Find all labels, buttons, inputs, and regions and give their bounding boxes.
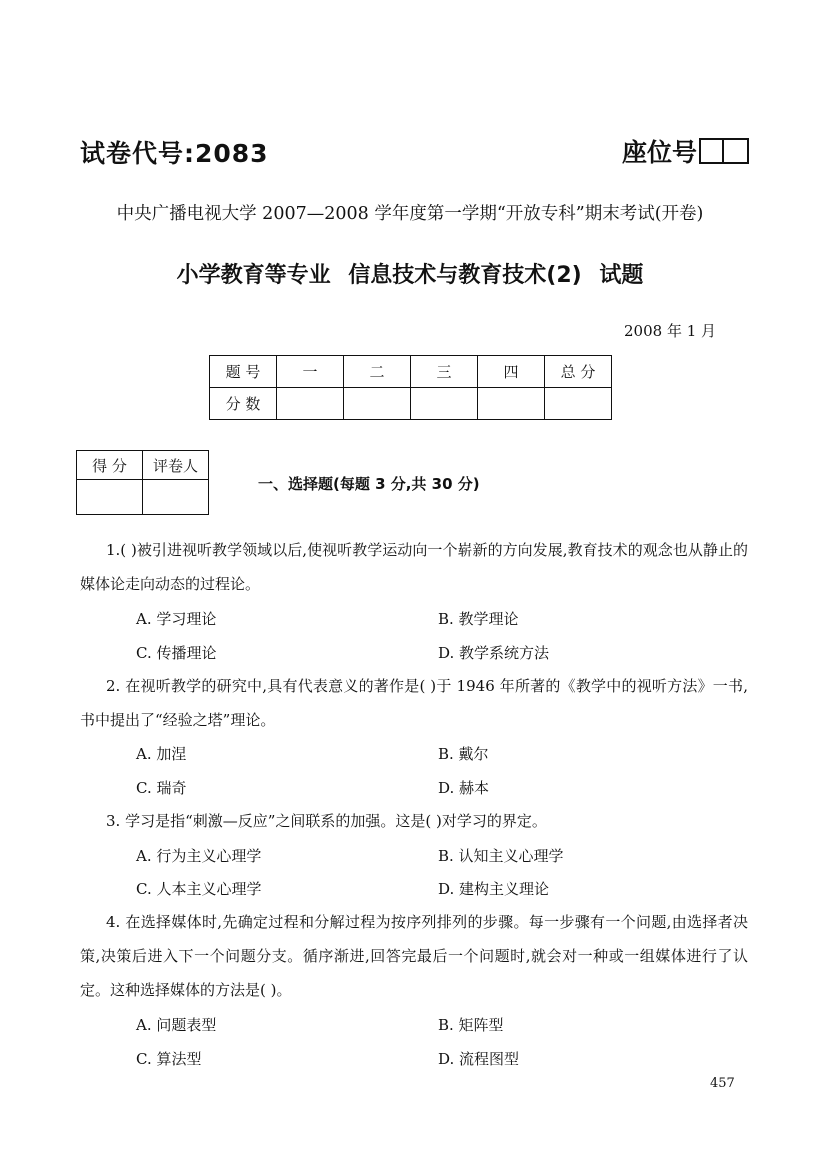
question-option: D. 教学系统方法	[438, 644, 550, 662]
score-table-cell: 分 数	[210, 388, 277, 420]
score-table-cell: 总 分	[545, 356, 612, 388]
question-option: B. 戴尔	[438, 745, 489, 763]
question-option: A. 问题表型	[136, 1016, 217, 1034]
question-option: C. 传播理论	[136, 644, 217, 662]
question-option: D. 建构主义理论	[438, 880, 550, 898]
question-option: D. 赫本	[438, 779, 490, 797]
score-cell	[478, 388, 545, 420]
score-table-cell: 三	[411, 356, 478, 388]
score-table-cell: 四	[478, 356, 545, 388]
question-option: A. 加涅	[136, 745, 187, 763]
question-text: 1.( )被引进视听教学领域以后,使视听教学运动向一个崭新的方向发展,教育技术的观念也从静止的媒体论走向动态的过程论。	[80, 541, 748, 593]
score-table-score-row	[210, 388, 612, 420]
seat-boxes	[699, 138, 749, 164]
question-text: 4. 在选择媒体时,先确定过程和分解过程为按序列排列的步骤。每一步骤有一个问题,由选择者决策,决策后进入下一个问题分支。循序渐进,回答完最后一个问题时,就会对一种或一组媒体进行了认定。这种选择媒体的方法是( )。	[80, 913, 748, 999]
grader-table-cell: 得 分	[77, 451, 143, 480]
score-table	[209, 355, 612, 420]
page-number: 457	[710, 1076, 735, 1091]
grader-table-header-row	[77, 451, 209, 480]
question-option: B. 认知主义心理学	[438, 847, 564, 865]
exam-title: 中央广播电视大学 2007—2008 学年度第一学期“开放专科”期末考试(开卷)	[116, 204, 704, 224]
question-option: D. 流程图型	[438, 1050, 520, 1068]
seat-box	[724, 138, 749, 164]
score-table-cell: 一	[277, 356, 344, 388]
score-table-cell: 题 号	[210, 356, 277, 388]
grader-table	[76, 450, 209, 515]
score-cell	[545, 388, 612, 420]
question-option: C. 人本主义心理学	[136, 880, 262, 898]
grader-name-cell	[143, 480, 209, 515]
seat-number	[622, 133, 749, 169]
score-cell	[344, 388, 411, 420]
grader-table-blank-row	[77, 480, 209, 515]
exam-date: 2008 年 1 月	[624, 322, 717, 340]
question-option: A. 行为主义心理学	[136, 847, 262, 865]
question-option: B. 矩阵型	[438, 1016, 504, 1034]
section-title: 一、选择题(每题 3 分,共 30 分)	[258, 475, 480, 493]
score-table-cell: 二	[344, 356, 411, 388]
paper-code: 试卷代号:2083	[80, 139, 269, 168]
question-option: C. 瑞奇	[136, 779, 187, 797]
seat-label: 座位号	[622, 138, 698, 167]
question-text: 2. 在视听教学的研究中,具有代表意义的著作是( )于 1946 年所著的《教学中的视听方法》一书,书中提出了“经验之塔”理论。	[80, 677, 748, 729]
score-cell	[411, 388, 478, 420]
subject-title: 小学教育等专业 信息技术与教育技术(2) 试题	[176, 263, 644, 288]
question-option: B. 教学理论	[438, 610, 519, 628]
seat-box	[699, 138, 724, 164]
grader-score-cell	[77, 480, 143, 515]
question-option: A. 学习理论	[136, 610, 217, 628]
question-option: C. 算法型	[136, 1050, 202, 1068]
score-table-header-row	[210, 356, 612, 388]
question-text: 3. 学习是指“刺激—反应”之间联系的加强。这是( )对学习的界定。	[106, 812, 547, 830]
grader-table-cell: 评卷人	[143, 451, 209, 480]
score-cell	[277, 388, 344, 420]
